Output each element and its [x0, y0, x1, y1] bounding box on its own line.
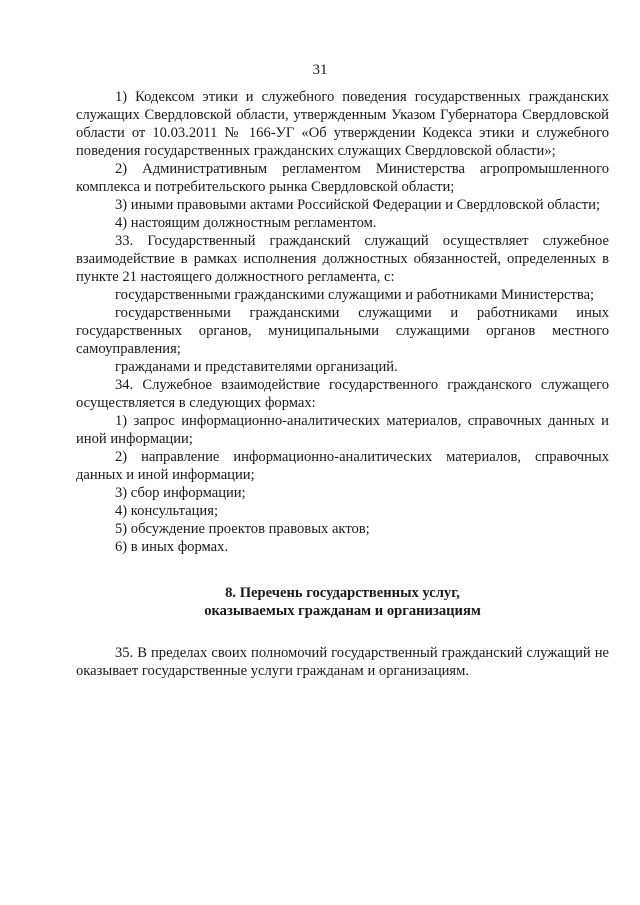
spacer [76, 620, 609, 644]
paragraph: 5) обсуждение проектов правовых актов; [115, 521, 370, 537]
paragraph: 6) в иных формах. [115, 539, 229, 555]
paragraph: 34. Служебное взаимодействие государственного гражданского служащего осуществляется в следующих формах: [76, 377, 609, 411]
paragraph: 3) иными правовыми актами Российской Федерации и Свердловской области; [115, 197, 601, 213]
paragraph: гражданами и представителями организаций. [115, 359, 398, 375]
paragraph: 33. Государственный гражданский служащий осуществляет служебное взаимодействие в рамках исполнения должностных обязанностей, определенных в пункте 21 настоящего должностного регламента, с: [76, 233, 609, 285]
paragraph: 2) Административным регламентом Министерства агропромышленного комплекса и потребительского рынка Свердловской области; [76, 161, 609, 195]
paragraph: 1) Кодексом этики и служебного поведения государственных гражданских служащих Свердловской области, утвержденным Указом Губернатора Свердловской области от 10.03.2011 № 166-УГ «Об утверждении Кодекса этики и служебного поведения государственных гражданских служащих Свердловской области»; [76, 89, 609, 159]
page-number: 31 [312, 62, 328, 78]
paragraph: 35. В пределах своих полномочий государственный гражданский служащий не оказывает государственные услуги гражданам и организациям. [76, 645, 609, 679]
paragraph: государственными гражданскими служащими и работниками иных государственных органов, муниципальными служащими органов местного самоуправления; [76, 305, 609, 357]
paragraph: 2) направление информационно-аналитических материалов, справочных данных и иной информации; [76, 449, 609, 483]
document-body [76, 88, 609, 680]
section-heading-line: оказываемых гражданам и организациям [204, 603, 481, 619]
paragraph: 1) запрос информационно-аналитических материалов, справочных данных и иной информации; [76, 413, 609, 447]
paragraph: 4) консультация; [115, 503, 219, 519]
paragraph: государственными гражданскими служащими и работниками Министерства; [115, 287, 595, 303]
section-heading-line: 8. Перечень государственных услуг, [225, 585, 460, 601]
paragraph: 3) сбор информации; [115, 485, 246, 501]
section-heading [76, 584, 609, 620]
paragraph: 4) настоящим должностным регламентом. [115, 215, 377, 231]
